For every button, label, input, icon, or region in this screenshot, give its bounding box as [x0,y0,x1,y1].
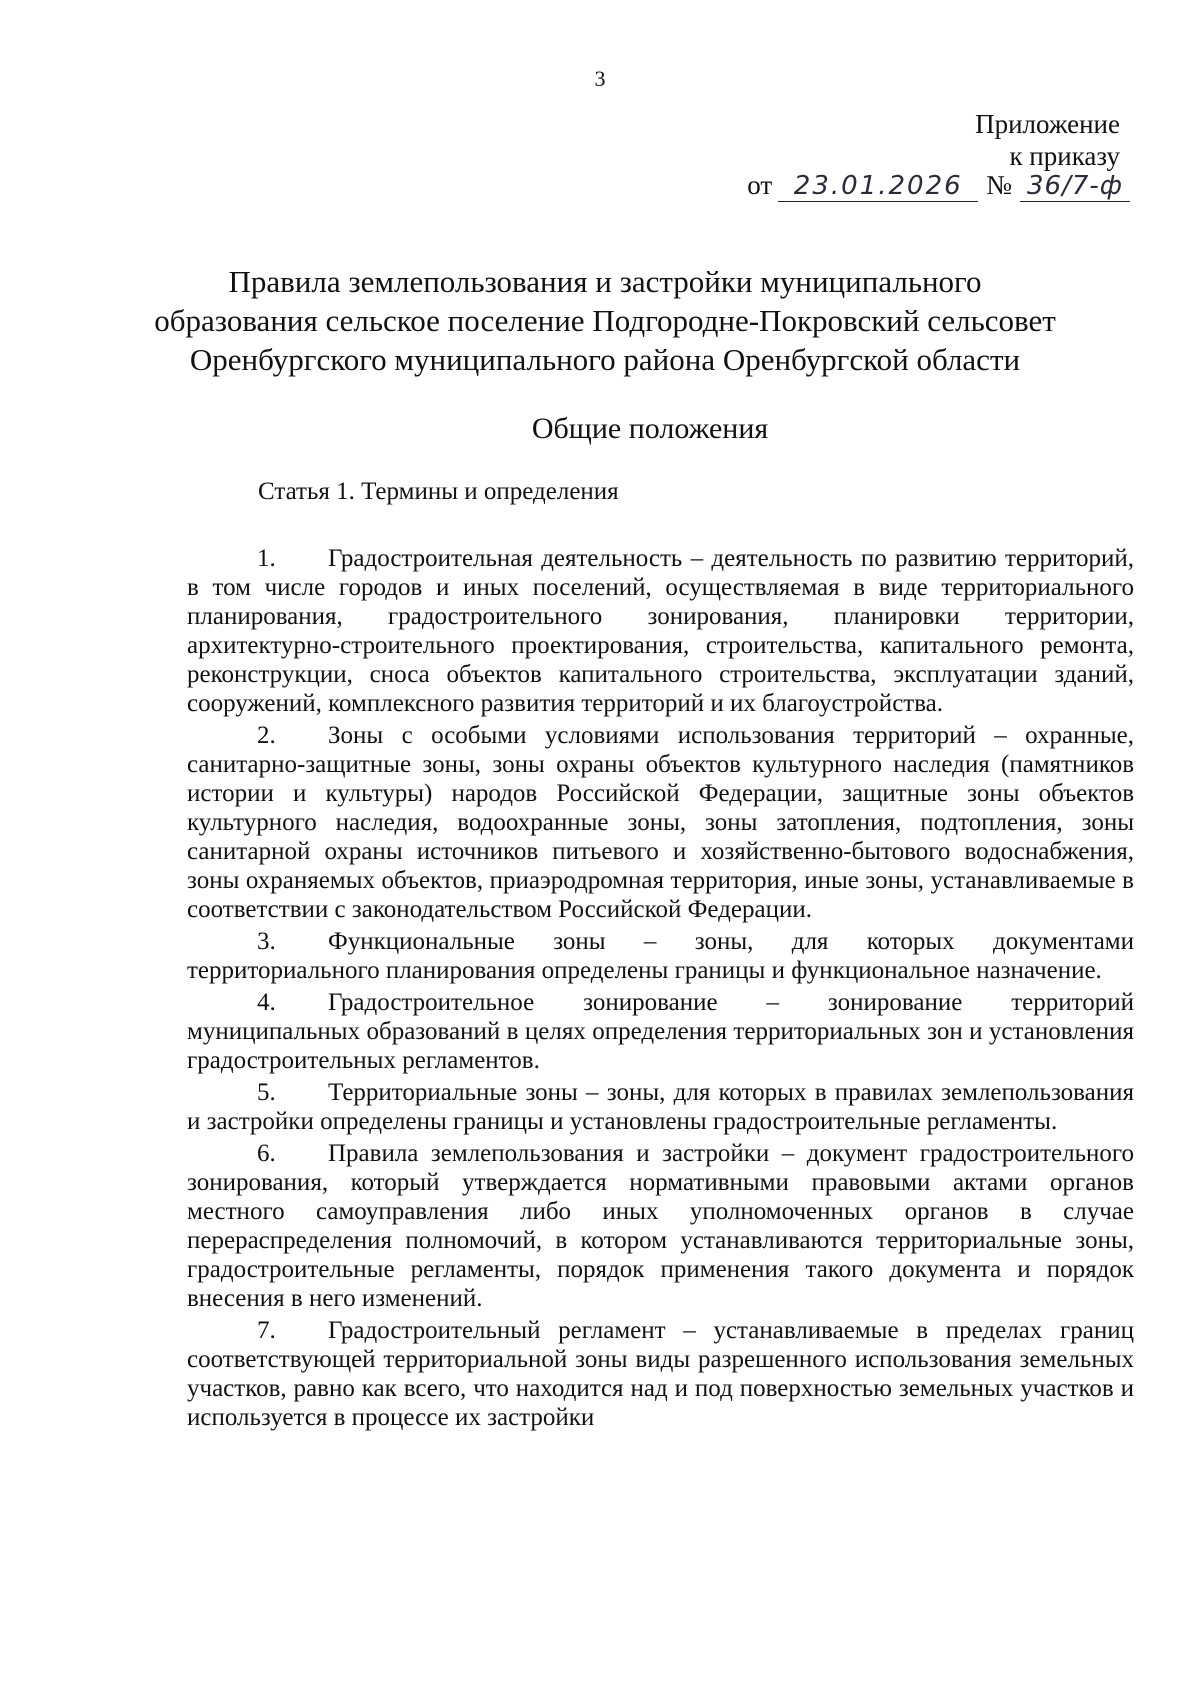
item-text: Территориальные зоны – зоны, для которых в правилах землепользования и застройки определены границы и установлены градостроительные регламенты. [187,1079,1134,1135]
article-heading: Статья 1. Термины и определения [258,478,619,505]
definition-item [187,1139,1134,1313]
item-number: 6. [257,1140,276,1167]
item-number: 4. [257,989,276,1016]
item-number: 3. [257,928,276,955]
definition-item [187,1078,1134,1136]
item-number: 7. [257,1317,276,1344]
handwritten-date: 23.01.2026 [778,171,978,202]
number-sign: № [986,170,1012,200]
item-text: Правила землепользования и застройки – документ градостроительного зонирования, который утверждается нормативными правовыми актами органов местного самоуправления либо иных уполномоченных органов в случае перераспределения полномочий, в котором устанавливаются территориальные зоны, градостроительные регламенты, порядок применения такого документа и порядок внесения в него изменений. [187,1140,1134,1312]
section-heading: Общие положения [531,412,769,445]
definition-item [187,544,1134,718]
document-title: Правила землепользования и застройки муниципального образования сельское поселение Подгородне-Покровский сельсовет Оренбургского муниципального района Оренбургской области [154,264,1056,377]
page-number: 3 [594,66,606,91]
from-label: от [747,170,773,200]
item-text: Зоны с особыми условиями использования территорий – охранные, санитарно-защитные зоны, зоны охраны объектов культурного наследия (памятников истории и культуры) народов Российской Федерации, защитные зоны объектов культурного наследия, водоохранные зоны, зоны затопления, подтопления, зоны санитарной охраны источников питьевого и хозяйственно-бытового водоснабжения, зоны охраняемых объектов, приаэродромная территория, иные зоны, устанавливаемые в соответствии с законодательством Российской Федерации. [187,722,1134,923]
definition-item [187,927,1134,985]
item-number: 1. [257,545,276,572]
order-reference [700,170,1130,202]
definition-item [187,721,1134,924]
definition-item [187,1316,1134,1432]
handwritten-order-number: 36/7-ф [1020,171,1130,202]
item-text: Градостроительное зонирование – зонирование территорий муниципальных образований в целях определения территориальных зон и установления градостроительных регламентов. [187,989,1134,1074]
item-text: Градостроительный регламент – устанавливаемые в пределах границ соответствующей территориальной зоны виды разрешенного использования земельных участков, равно как всего, что находится над и под поверхностью земельных участков и используется в процессе их застройки [187,1317,1134,1431]
item-text: Градостроительная деятельность – деятельность по развитию территорий, в том числе городов и иных поселений, осуществляемая в виде территориального планирования, градостроительного зонирования, планировки территории, архитектурно-строительного проектирования, строительства, капитального ремонта, реконструкции, сноса объектов капитального строительства, эксплуатации зданий, сооружений, комплексного развития территорий и их благоустройства. [187,545,1134,717]
definition-item [187,988,1134,1075]
to-order-label: к приказу [1009,141,1120,171]
item-number: 5. [257,1079,276,1106]
appendix-label: Приложение [975,109,1120,139]
definitions-list [187,544,1134,1435]
item-number: 2. [257,722,276,749]
appendix-header [700,108,1120,172]
item-text: Функциональные зоны – зоны, для которых документами территориального планирования определены границы и функциональное назначение. [187,928,1134,984]
